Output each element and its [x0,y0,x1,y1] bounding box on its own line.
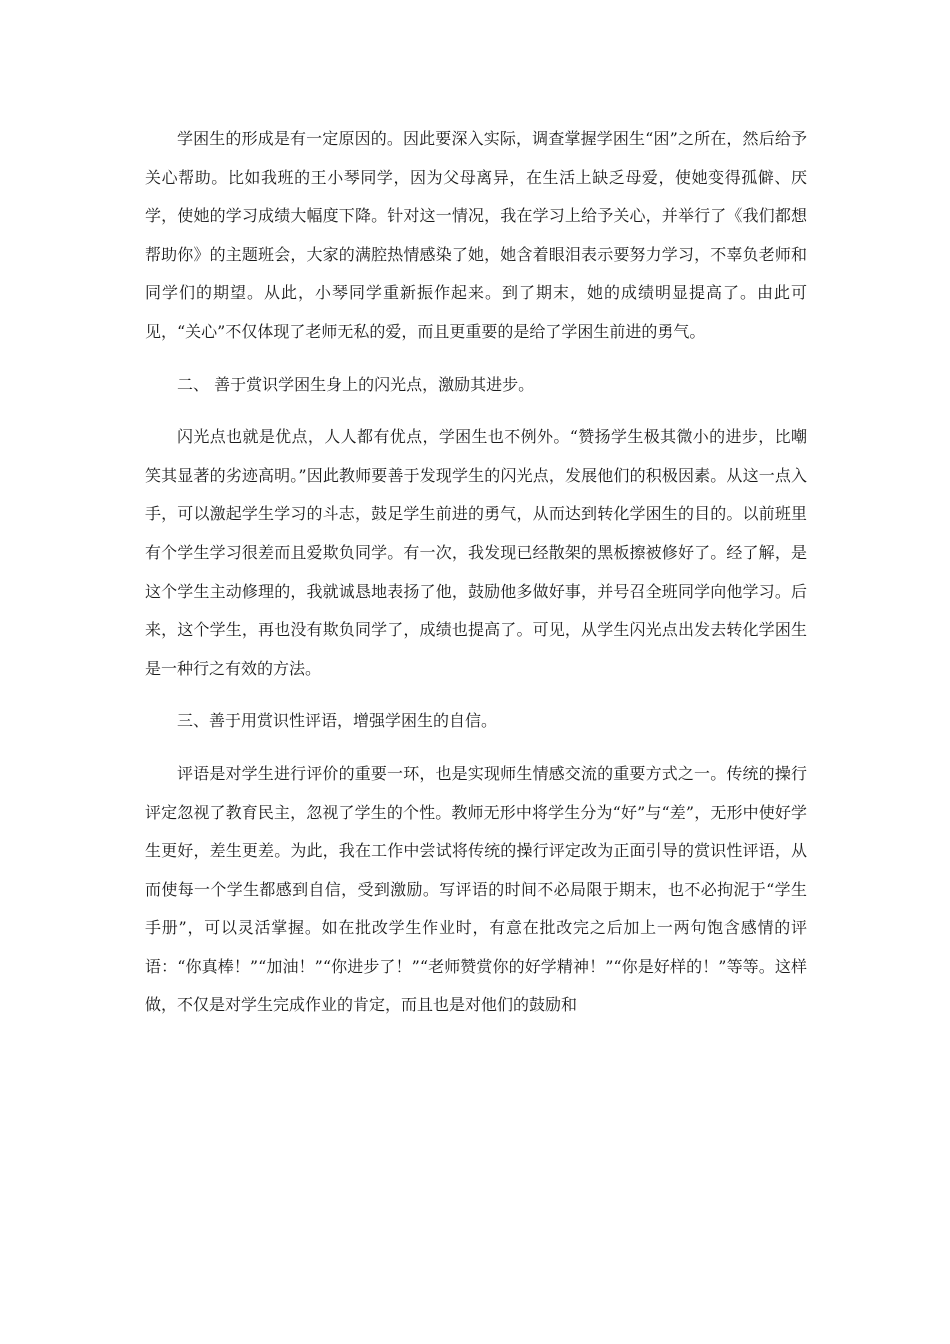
paragraph-bright-spots: 闪光点也就是优点，人人都有优点，学困生也不例外。“赞扬学生极其微小的进步，比嘲笑其显著的劣迹高明。”因此教师要善于发现学生的闪光点，发展他们的积极因素。从这一点入手，可以激起学生学习的斗志，鼓足学生前进的勇气，从而达到转化学困生的目的。以前班里有个学生学习很差而且爱欺负同学。有一次，我发现已经散架的黑板擦被修好了。经了解，是这个学生主动修理的，我就诚恳地表扬了他，鼓励他多做好事，并号召全班同学向他学习。后来，这个学生，再也没有欺负同学了，成绩也提高了。可见，从学生闪光点出发去转化学困生是一种行之有效的方法。 [145,427,807,678]
section-heading-two: 二、 善于赏识学困生身上的闪光点，激励其进步。 [177,374,535,394]
paragraph-care: 学困生的形成是有一定原因的。因此要深入实际，调查掌握学困生“困”之所在，然后给予关心帮助。比如我班的王小琴同学，因为父母离异，在生活上缺乏母爱，使她变得孤僻、厌学，使她的学习成绩大幅度下降。针对这一情况，我在学习上给予关心，并举行了《我们都想帮助你》的主题班会，大家的满腔热情感染了她，她含着眼泪表示要努力学习，不辜负老师和同学们的期望。从此，小琴同学重新振作起来。到了期末，她的成绩明显提高了。由此可见，“关心”不仅体现了老师无私的爱，而且更重要的是给了学困生前进的勇气。 [145,129,807,341]
paragraph-comments: 评语是对学生进行评价的重要一环，也是实现师生情感交流的重要方式之一。传统的操行评定忽视了教育民主，忽视了学生的个性。教师无形中将学生分为“好”与“差”，无形中使好学生更好，差生更差。为此，我在工作中尝试将传统的操行评定改为正面引导的赏识性评语，从而使每一个学生都感到自信，受到激励。写评语的时间不必局限于期末，也不必拘泥于“学生手册”，可以灵活掌握。如在批改学生作业时，有意在批改完之后加上一两句饱含感情的评语：“你真棒！”“加油！”“你进步了！”“老师赞赏你的好学精神！”“你是好样的！”等等。这样做，不仅是对学生完成作业的肯定，而且也是对他们的鼓励和 [145,763,807,1015]
document-body [145,120,807,1039]
section-heading-three: 三、善于用赏识性评语，增强学困生的自信。 [177,711,498,731]
